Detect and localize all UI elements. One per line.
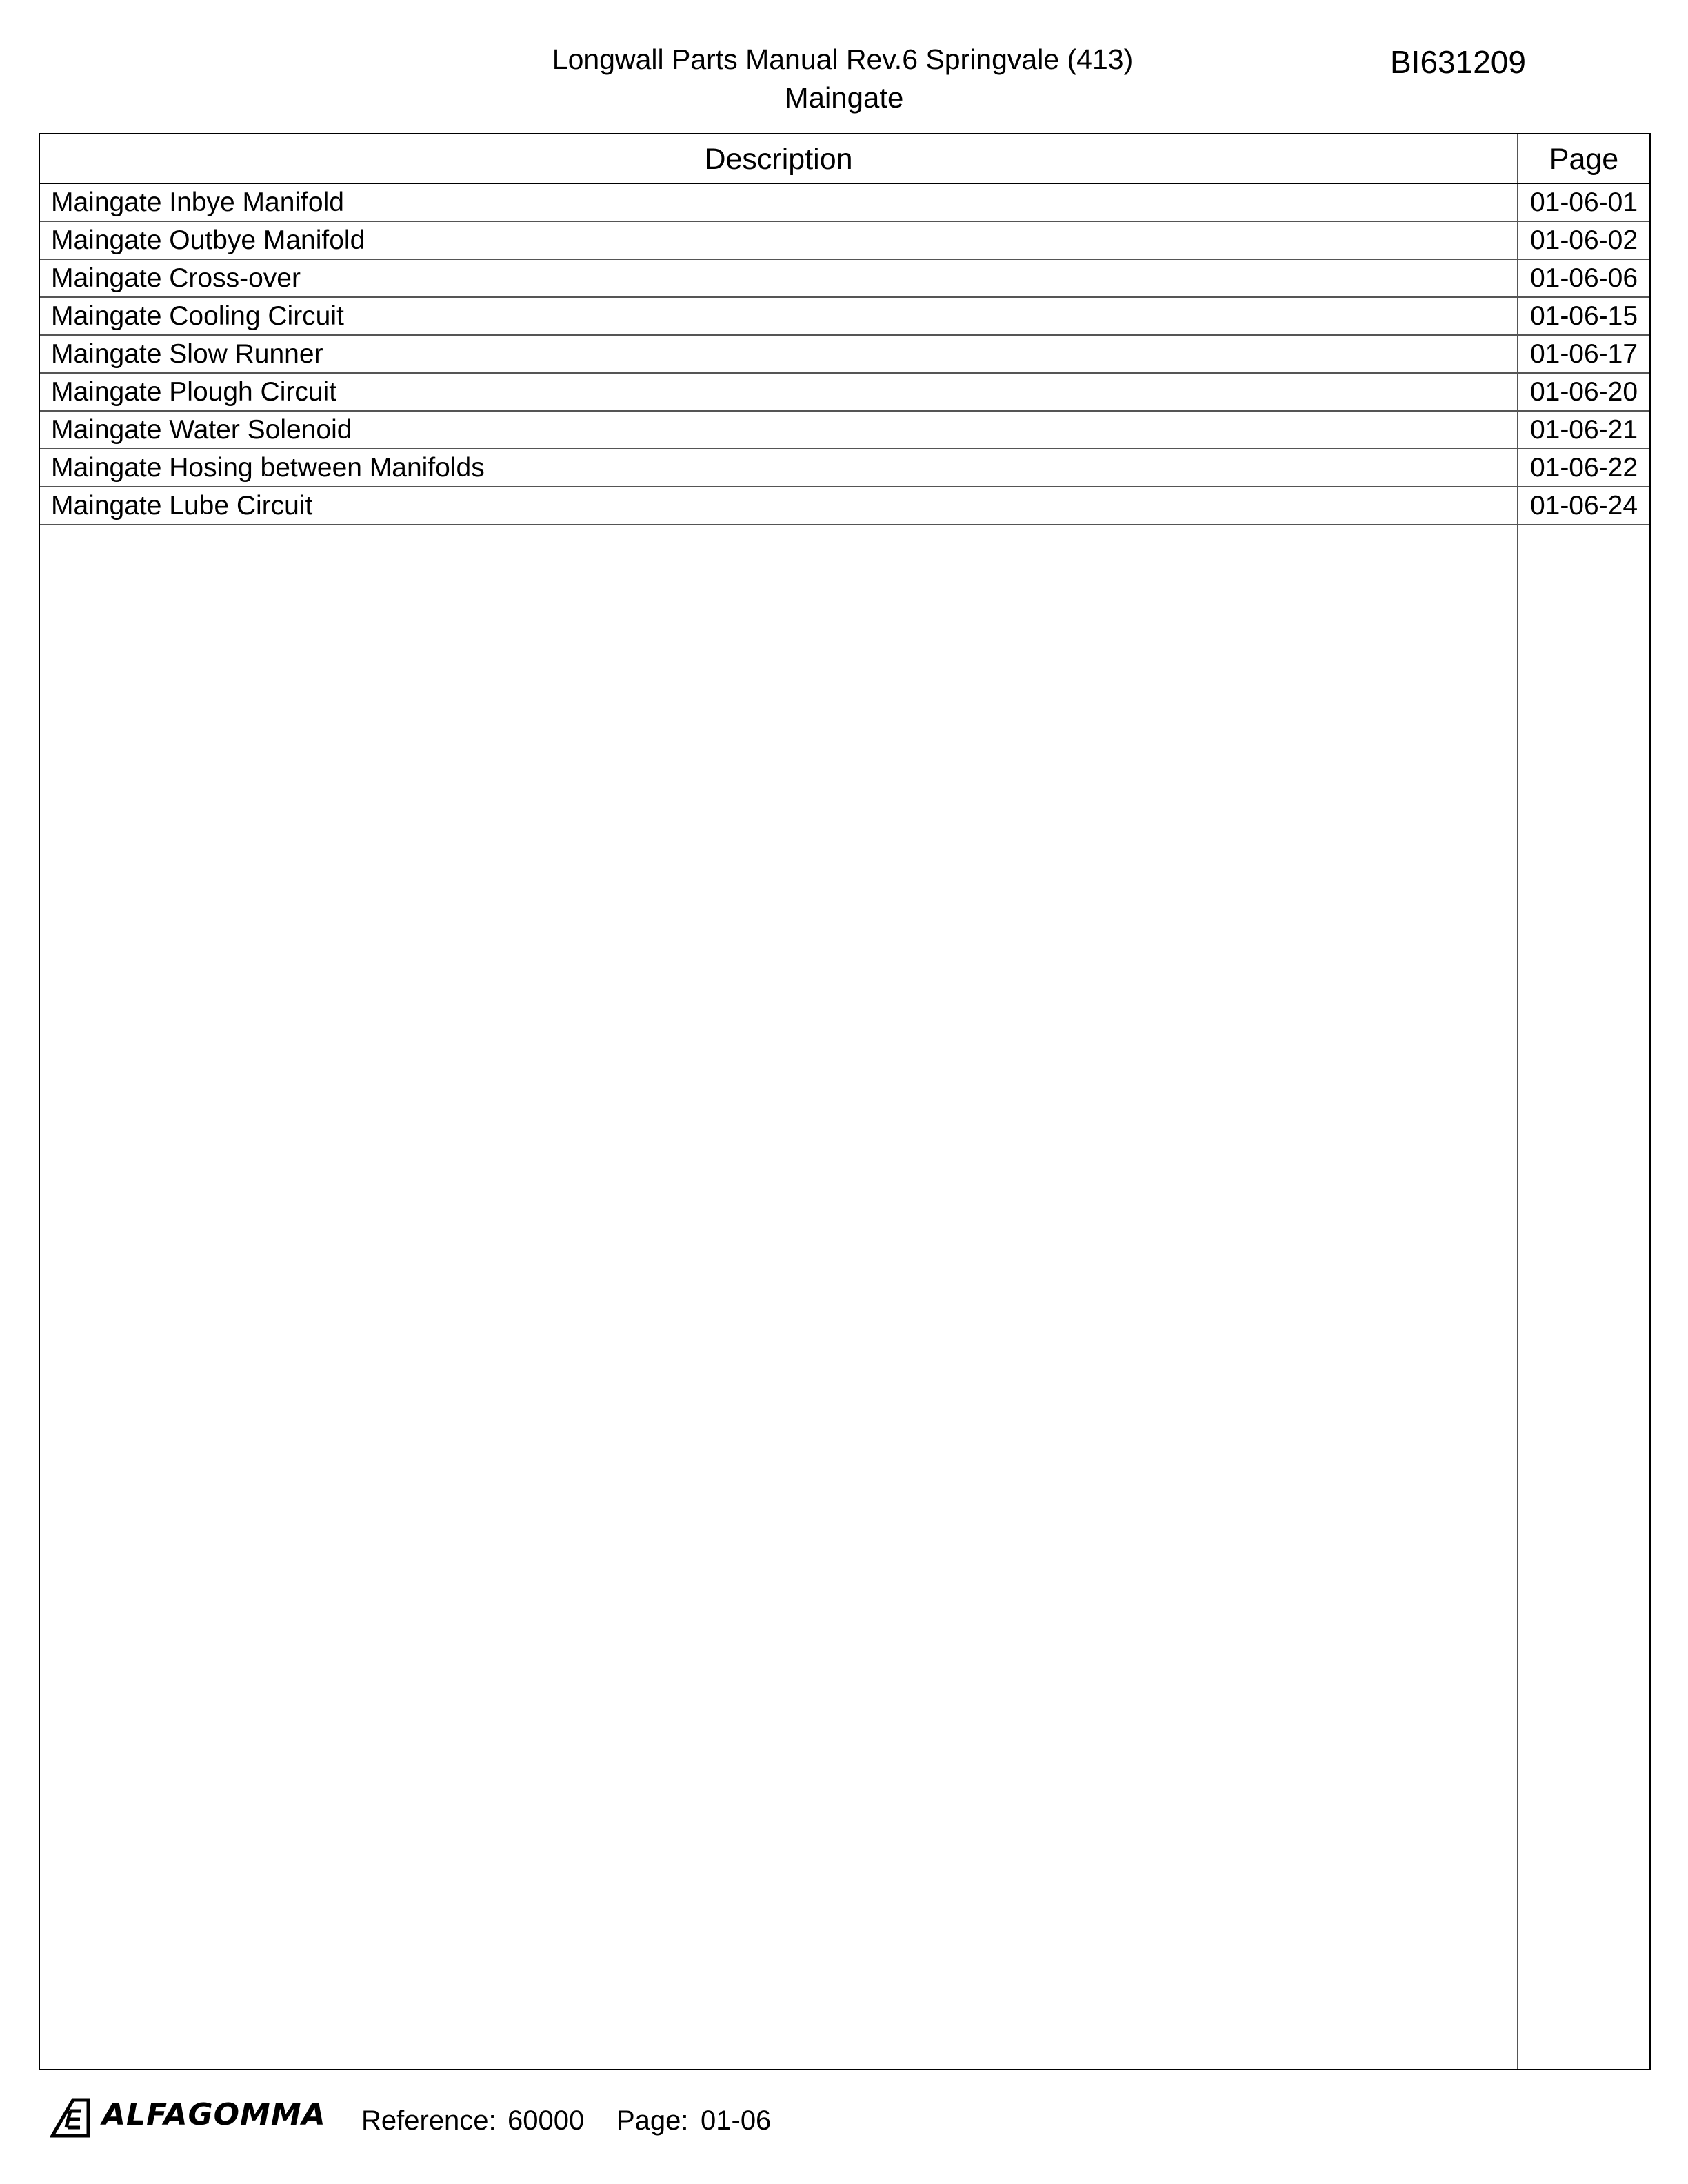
document-code: BI631209 [1390,44,1526,80]
row-description: Maingate Outbye Manifold [51,225,365,255]
row-page: 01-06-20 [1529,377,1638,407]
table-row[interactable] [40,374,1649,412]
table-row[interactable] [40,336,1649,374]
row-page: 01-06-21 [1529,415,1638,445]
section-title: Maingate [784,81,904,114]
row-description: Maingate Inbye Manifold [51,188,344,217]
row-page: 01-06-15 [1529,301,1638,331]
row-page: 01-06-22 [1529,453,1638,483]
row-page: 01-06-02 [1529,225,1638,255]
row-page: 01-06-17 [1529,339,1638,369]
table-row[interactable] [40,260,1649,298]
table-header [40,134,1649,184]
row-page: 01-06-24 [1529,491,1638,520]
alfagomma-logo [50,2093,339,2143]
page-label: Page: [616,2105,689,2136]
row-page: 01-06-01 [1529,188,1638,217]
row-description: Maingate Slow Runner [51,339,323,369]
description-column-header: Description [704,143,853,176]
row-description: Maingate Cross-over [51,263,301,293]
row-description: Maingate Lube Circuit [51,491,313,520]
reference-label: Reference: [361,2105,496,2136]
alfagomma-logo-icon [50,2096,91,2138]
row-description: Maingate Hosing between Manifolds [51,453,485,483]
manual-title: Longwall Parts Manual Rev.6 Springvale (413) [552,43,1134,75]
table-row[interactable] [40,412,1649,449]
row-description: Maingate Water Solenoid [51,415,352,445]
logo-wordmark: ALFAGOMMA [102,2097,326,2132]
table-row[interactable] [40,449,1649,487]
table-row[interactable] [40,184,1649,222]
contents-table [39,133,1651,2070]
table-row[interactable] [40,222,1649,260]
row-description: Maingate Plough Circuit [51,377,337,407]
page-column-header: Page [1549,143,1619,176]
reference-value: 60000 [508,2105,585,2136]
table-row[interactable] [40,487,1649,525]
row-description: Maingate Cooling Circuit [51,301,344,331]
table-row[interactable] [40,298,1649,336]
page-footer [50,2093,946,2143]
page-number: 01-06 [701,2105,772,2136]
row-page: 01-06-06 [1529,263,1638,293]
